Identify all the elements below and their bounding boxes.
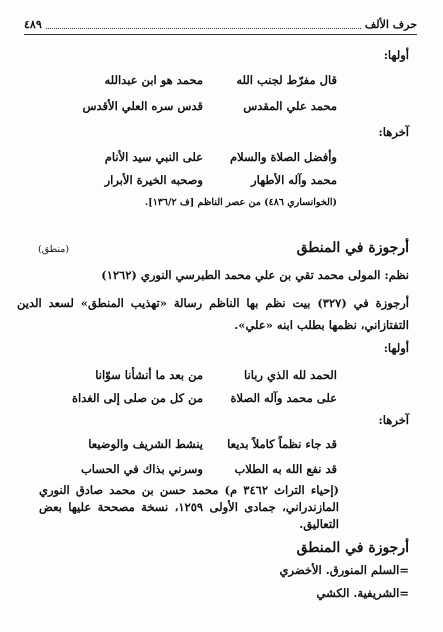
section1-first-verse-1-left: محمد هو ابن عبدالله (104, 73, 203, 87)
section1-last-verse-1-left: على النبي سيد الأنام (104, 150, 203, 164)
header-rule (24, 34, 417, 35)
section2-first-verse-2-right: على محمد وآله الصلاة (230, 391, 337, 405)
section2-last-verse-1-right: قد جاء نظماً كاملاً بديعا (227, 437, 337, 451)
section2-last-verse-2-right: قد نفع الله به الطلاب (234, 462, 337, 476)
section2-last-verse-2-left: وسرني بذاك في الحساب (80, 462, 203, 476)
section1-last-verse-1-right: وأفضل الصلاة والسلام (230, 150, 337, 164)
section3-ref-2: =الشريفية. الكشي (316, 586, 409, 600)
section2-subject-tag: (منطق) (38, 244, 70, 255)
running-header (24, 18, 417, 31)
header-title: حرف الألف (364, 18, 417, 31)
section2-last-verse-1-left: ينشط الشريف والوضيعا (88, 437, 203, 451)
section1-first-verse-2-right: محمد علي المقدس (243, 99, 337, 113)
section2-first-verse-2-left: من كل من صلى إلى الغداة (72, 391, 203, 405)
section1-first-verse-1-right: قال مفرّط لجنب الله (236, 73, 337, 87)
page-number: ٤٨٩ (24, 18, 42, 31)
section1-last-label: آخرها: (378, 125, 409, 139)
section2-first-verse-1-left: من بعد ما أنشأنا سوّانا (95, 368, 203, 382)
section2-first-verse-1-right: الحمد لله الذي ربانا (244, 368, 337, 382)
header-dotted-leader (46, 20, 361, 29)
section1-first-label: أولها: (383, 48, 409, 62)
section3-ref-1: =السلم المنورق. الأخضري (279, 563, 409, 577)
section2-source-note: (إحياء التراث ٣٤٦٢ م) محمد حسن بن محمد صادق النوري المازندراني، جمادى الأولى ١٢٥٩، نسخة مصححة عليها بعض التعاليق. (39, 483, 340, 531)
section3-title: أرجوزة في المنطق (296, 540, 409, 556)
section1-first-verse-2-left: قدس سره العلي الأقدس (82, 99, 203, 113)
section2-description: أرجوزة في (٣٢٧) بيت نظم بها الناظم رسالة «تهذيب المنطق» لسعد الدين التفتازاني، نظمها بطلب ابنه «علي». (17, 296, 409, 332)
section1-last-verse-2-right: محمد وآله الأطهار (251, 173, 337, 187)
section2-title: أرجوزة في المنطق (296, 240, 409, 256)
section1-source-note: (الخوانساري ٤٨٦) من عصر الناظم [ف ١٣٦/٢]. (144, 197, 337, 208)
section1-last-verse-2-left: وصحبه الخيرة الأبرار (104, 173, 203, 187)
section2-author: نظم: المولى محمد تقي بن علي محمد الطبرسي النوري (١٢٦٢) (101, 268, 409, 282)
section2-first-label: أولها: (383, 341, 409, 355)
section2-last-label: آخرها: (378, 413, 409, 427)
